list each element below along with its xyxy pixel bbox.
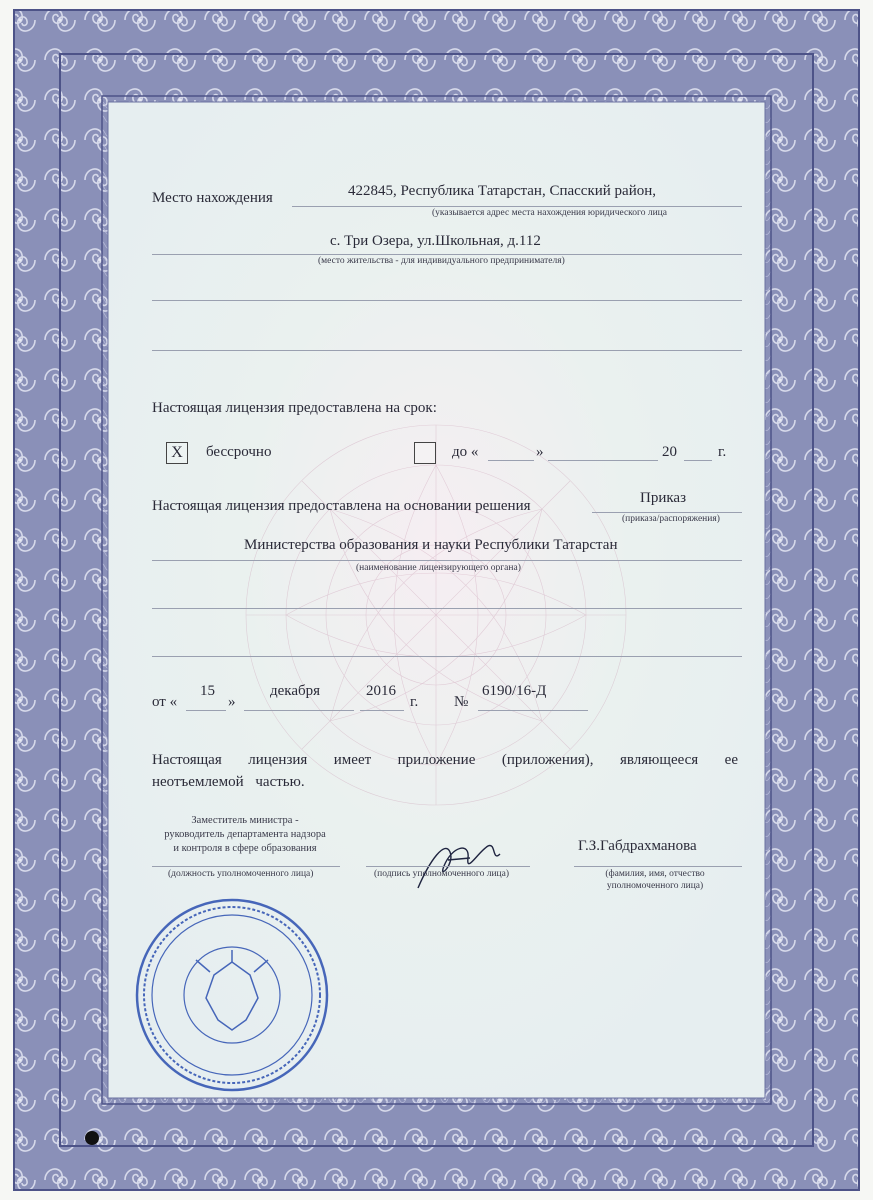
basis-label: Настоящая лицензия предоставлена на основании решения [152, 498, 531, 514]
hole-punch-dot [85, 1131, 99, 1145]
indefinite-checkbox-mark: X [171, 444, 183, 461]
date-year-suffix: г. [410, 694, 419, 710]
decision-type: Приказ [640, 490, 687, 506]
appendix-line2: неотъемлемой частью. [152, 774, 305, 790]
until-checkbox[interactable] [414, 442, 436, 464]
authority-caption: (наименование лицензирующего органа) [356, 563, 521, 573]
position-line3: и контроля в сфере образования [173, 843, 317, 854]
location-caption2: (место жительства - для индивидуального предпринимателя) [318, 256, 565, 266]
location-line2: с. Три Озера, ул.Школьная, д.112 [330, 233, 541, 249]
location-line1: 422845, Республика Татарстан, Спасский район, [348, 183, 656, 199]
name-caption-line2: уполномоченного лица) [606, 881, 704, 891]
name-caption-line1: (фамилия, имя, отчество [605, 869, 705, 879]
until-close: » [536, 444, 544, 460]
until-prefix: до « [452, 444, 479, 460]
date-month: декабря [270, 683, 321, 699]
signature-caption: (подпись уполномоченного лица) [374, 869, 510, 879]
decision-caption: (приказа/распоряжения) [622, 514, 720, 524]
appendix-line1: Настоящая лицензия имеет приложение (приложения), являющееся ее [152, 752, 738, 768]
term-label: Настоящая лицензия предоставлена на срок: [152, 400, 437, 416]
number-sign: № [454, 694, 469, 710]
indefinite-checkbox[interactable] [166, 442, 188, 464]
date-year: 2016 [366, 683, 396, 699]
location-label: Место нахождения [152, 190, 273, 206]
rosette-watermark [246, 425, 626, 805]
signatory-name: Г.З.Габдрахманова [578, 838, 697, 854]
position-line2: руководитель департамента надзора [164, 829, 326, 840]
license-number: 6190/16-Д [482, 683, 547, 699]
date-from: от « [152, 694, 178, 710]
indefinite-label: бессрочно [206, 444, 272, 460]
year-suffix: г. [718, 444, 727, 460]
year-prefix: 20 [662, 444, 677, 460]
authority: Министерства образования и науки Республики Татарстан [244, 537, 618, 553]
position-caption: (должность уполномоченного лица) [168, 869, 314, 879]
date-close: » [228, 694, 236, 710]
date-day: 15 [200, 683, 215, 699]
position-line1: Заместитель министра - [191, 815, 299, 826]
location-caption1: (указывается адрес места нахождения юридического лица [432, 208, 667, 218]
